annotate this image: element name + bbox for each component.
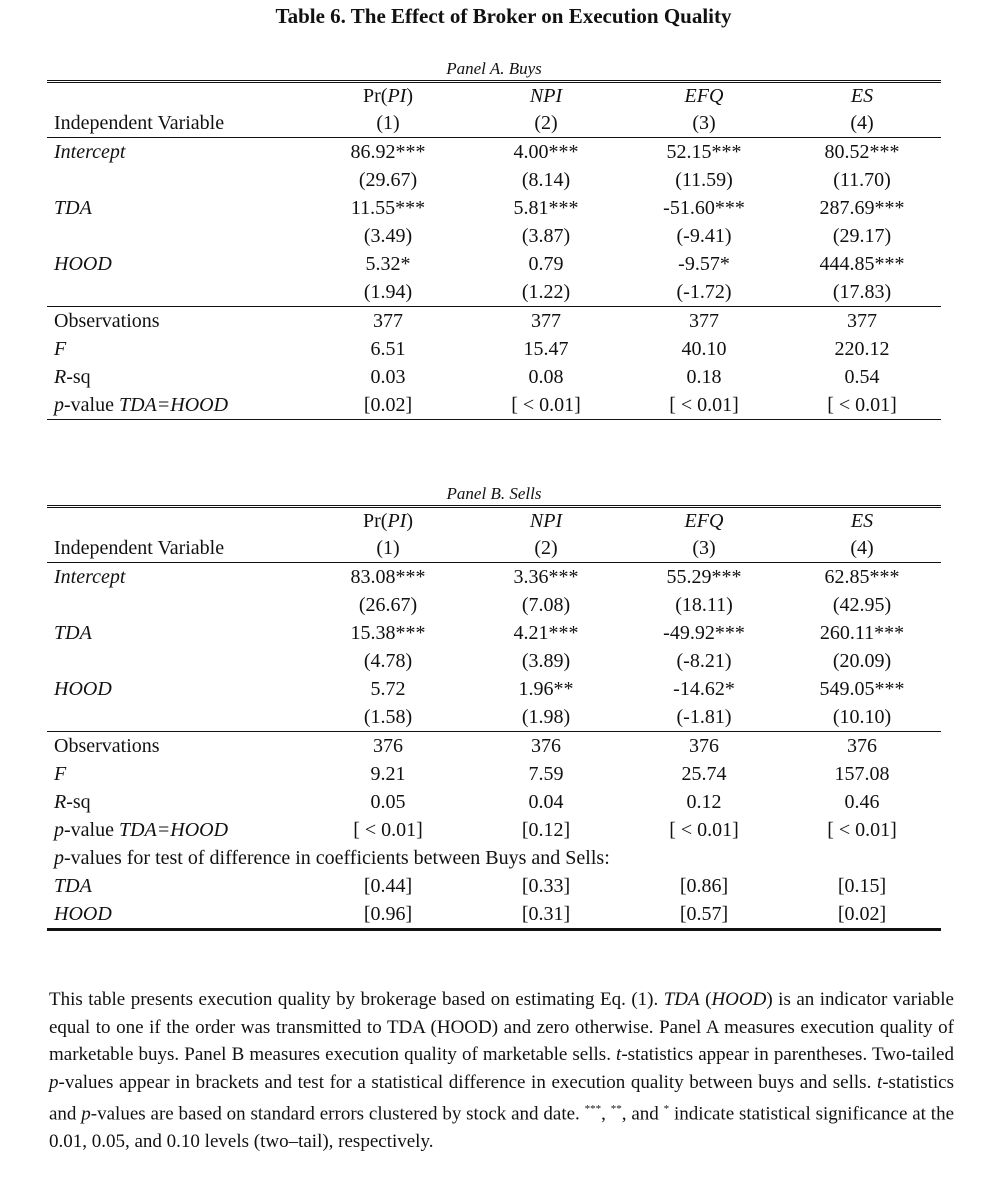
row-label (47, 166, 309, 194)
col-number: (2) (534, 537, 558, 559)
panel-a-title: Panel A. Buys (446, 59, 542, 78)
table-cell: (1.22) (521, 281, 571, 303)
row-label (47, 647, 309, 675)
table-cell: [0.02] (363, 394, 413, 416)
table-title: Table 6. The Effect of Broker on Execution Quality (275, 4, 732, 28)
table-cell: (29.17) (832, 225, 892, 247)
coefficient-rows (47, 138, 941, 306)
coef-row-t-stat (47, 647, 941, 675)
table-cell: 5.32* (365, 253, 411, 275)
col-name-es: ES (850, 510, 874, 532)
diff-test-caption-row (47, 844, 941, 872)
coef-row-t-stat (47, 591, 941, 619)
table-cell: 40.10 (681, 338, 727, 360)
table-cell: [0.96] (363, 903, 413, 925)
var-header: Independent Variable (54, 112, 225, 134)
diff-row-tda (47, 872, 941, 900)
table-cell: 0.04 (528, 791, 564, 813)
panel-b-sells (47, 483, 941, 931)
table-cell: (4.78) (363, 650, 413, 672)
column-number-row (47, 534, 941, 562)
table-cell: 55.29*** (666, 566, 742, 588)
table-cell: (3.87) (521, 225, 571, 247)
stat-row-observations (47, 732, 941, 760)
table-cell: 0.05 (370, 791, 406, 813)
col-name-npi: NPI (529, 510, 563, 532)
col-number: (4) (850, 112, 874, 134)
table-cell: 0.54 (844, 366, 880, 388)
table-cell: (3.89) (521, 650, 571, 672)
stat-row-r-sq (47, 788, 941, 816)
table-cell: [0.86] (679, 875, 729, 897)
col-name-npi: NPI (529, 85, 563, 107)
column-name-row (47, 83, 941, 109)
coef-row-t-stat (47, 703, 941, 731)
table-cell: 4.00*** (513, 141, 579, 163)
table-cell: (7.08) (521, 594, 571, 616)
stat-row-f (47, 335, 941, 363)
col-number: (4) (850, 537, 874, 559)
table-cell: [ < 0.01] (827, 819, 897, 841)
panel-a-buys (47, 58, 941, 420)
coef-row-intercept (47, 563, 941, 591)
coef-row-tda (47, 619, 941, 647)
table-cell: (11.70) (833, 169, 891, 191)
column-name-row (47, 508, 941, 534)
col-name-efq: EFQ (684, 85, 724, 107)
col-number: (3) (692, 537, 716, 559)
col-number: (1) (376, 112, 400, 134)
bottom-rule (47, 419, 941, 420)
table-cell: 0.18 (686, 366, 722, 388)
diff-test-caption: p-values for test of difference in coefficients between Buys and Sells: (54, 847, 610, 869)
table-cell: -51.60*** (663, 197, 745, 219)
bottom-rule (47, 928, 941, 931)
table-cell: 0.12 (686, 791, 722, 813)
table-cell: 157.08 (834, 763, 890, 785)
table-cell: 86.92*** (350, 141, 426, 163)
stat-row-observations (47, 307, 941, 335)
row-label: p-value TDA=HOOD (54, 394, 229, 416)
row-label: Intercept (54, 141, 126, 163)
table-cell: 25.74 (681, 763, 727, 785)
table-cell: [0.33] (521, 875, 571, 897)
table-cell: [0.02] (837, 903, 887, 925)
table-note: This table presents execution quality by brokerage based on estimating Eq. (1). TDA (HOOD) is an indicator variable equal to one if the order was transmitted to TDA (HOOD) and zero otherwise. Panel A measures execution quality of marketable buys. Panel B measures execution quality of marketable sells. t-statistics appear in parentheses. Two-tailed p-values appear in brackets and test for a statistical difference in execution quality between buys and sells. t-statistics and p-values are based on standard errors clustered by stock and date. ***, **, and * indicate statistical significance at the 0.01, 0.05, and 0.10 levels (two–tail), respectively. (49, 989, 955, 1152)
table-cell: [ < 0.01] (353, 819, 423, 841)
row-label: F (54, 338, 67, 360)
col-name-es: ES (850, 85, 874, 107)
table-cell: 6.51 (370, 338, 406, 360)
table-cell: 260.11*** (819, 622, 905, 644)
table-cell: 0.03 (370, 366, 406, 388)
table-cell: (-1.72) (676, 281, 732, 303)
coef-row-t-stat (47, 278, 941, 306)
col-name-efq: EFQ (684, 510, 724, 532)
row-label: TDA (54, 197, 92, 219)
row-label: F (54, 763, 67, 785)
table-cell: 376 (531, 735, 561, 757)
table-cell: 376 (373, 735, 403, 757)
table-cell: 1.96** (518, 678, 574, 700)
table-cell: 549.05*** (819, 678, 905, 700)
table-cell: (26.67) (358, 594, 418, 616)
coef-row-intercept (47, 138, 941, 166)
table-cell: [ < 0.01] (669, 819, 739, 841)
table-cell: 80.52*** (824, 141, 900, 163)
row-label: R-sq (54, 791, 91, 813)
table-cell: (17.83) (832, 281, 892, 303)
table-cell: -9.57* (678, 253, 730, 275)
table-cell: (1.98) (521, 706, 571, 728)
col-number: (1) (376, 537, 400, 559)
col-name-pr-pi: Pr(PI) (362, 85, 413, 107)
stat-row-f (47, 760, 941, 788)
coef-row-t-stat (47, 222, 941, 250)
table-cell: (3.49) (363, 225, 413, 247)
coef-row-t-stat (47, 166, 941, 194)
table-cell: 377 (373, 310, 403, 332)
table-cell: 5.72 (370, 678, 406, 700)
row-label (47, 278, 309, 306)
table-cell: [ < 0.01] (827, 394, 897, 416)
table-cell: 444.85*** (819, 253, 905, 275)
row-label (47, 591, 309, 619)
coefficient-rows (47, 563, 941, 731)
coef-row-hood (47, 250, 941, 278)
stats-rows (47, 732, 941, 844)
row-label: Intercept (54, 566, 126, 588)
table-cell: 83.08*** (350, 566, 426, 588)
row-label: Observations (54, 310, 160, 332)
table-cell: 377 (847, 310, 877, 332)
table-cell: 9.21 (370, 763, 406, 785)
table-cell: 287.69*** (819, 197, 905, 219)
row-label (47, 703, 309, 731)
table-cell: 0.79 (528, 253, 564, 275)
table-cell: 377 (531, 310, 561, 332)
table-cell: [0.15] (837, 875, 887, 897)
table-cell: 15.47 (523, 338, 569, 360)
table-cell: (10.10) (832, 706, 892, 728)
stat-row-p-value-tda-hood (47, 391, 941, 419)
row-label: Observations (54, 735, 160, 757)
row-label: HOOD (54, 678, 112, 700)
table-cell: 0.08 (528, 366, 564, 388)
stats-rows (47, 307, 941, 419)
table-cell: [0.57] (679, 903, 729, 925)
table-cell: (-9.41) (676, 225, 732, 247)
table-cell: (29.67) (358, 169, 418, 191)
col-number: (2) (534, 112, 558, 134)
table-cell: 11.55*** (350, 197, 426, 219)
table-cell: (1.58) (363, 706, 413, 728)
table-cell: 376 (847, 735, 877, 757)
table-cell: (8.14) (521, 169, 571, 191)
table-cell: (42.95) (832, 594, 892, 616)
table-cell: -14.62* (673, 678, 735, 700)
table-cell: 7.59 (528, 763, 564, 785)
table-cell: (1.94) (363, 281, 413, 303)
table-cell: (-8.21) (676, 650, 732, 672)
table-cell: 52.15*** (666, 141, 742, 163)
diff-row-hood (47, 900, 941, 928)
table-cell: 4.21*** (513, 622, 579, 644)
table-cell: 377 (689, 310, 719, 332)
row-label: R-sq (54, 366, 91, 388)
col-number: (3) (692, 112, 716, 134)
row-label: HOOD (54, 903, 112, 925)
table-cell: [0.44] (363, 875, 413, 897)
row-label: p-value TDA=HOOD (54, 819, 229, 841)
coef-row-tda (47, 194, 941, 222)
column-number-row (47, 109, 941, 137)
table-cell: (20.09) (832, 650, 892, 672)
col-name-pr-pi: Pr(PI) (362, 510, 413, 532)
table-cell: 5.81*** (513, 197, 579, 219)
table-cell: [ < 0.01] (511, 394, 581, 416)
table-cell: -49.92*** (663, 622, 745, 644)
row-label (47, 222, 309, 250)
table-cell: 220.12 (834, 338, 890, 360)
table-cell: 376 (689, 735, 719, 757)
coef-row-hood (47, 675, 941, 703)
table-cell: (11.59) (675, 169, 733, 191)
row-label: TDA (54, 875, 92, 897)
table-cell: [0.12] (521, 819, 571, 841)
table-cell: 62.85*** (824, 566, 900, 588)
table-cell: 3.36*** (513, 566, 579, 588)
stat-row-r-sq (47, 363, 941, 391)
panel-b-title: Panel B. Sells (446, 484, 542, 503)
table-cell: 0.46 (844, 791, 880, 813)
row-label: TDA (54, 622, 92, 644)
row-label: HOOD (54, 253, 112, 275)
table-cell: [ < 0.01] (669, 394, 739, 416)
var-header: Independent Variable (54, 537, 225, 559)
table-cell: (-1.81) (676, 706, 732, 728)
table-cell: (18.11) (675, 594, 733, 616)
diff-test-rows (47, 872, 941, 928)
stat-row-p-value-tda-hood (47, 816, 941, 844)
table-cell: 15.38*** (350, 622, 426, 644)
table-cell: [0.31] (521, 903, 571, 925)
